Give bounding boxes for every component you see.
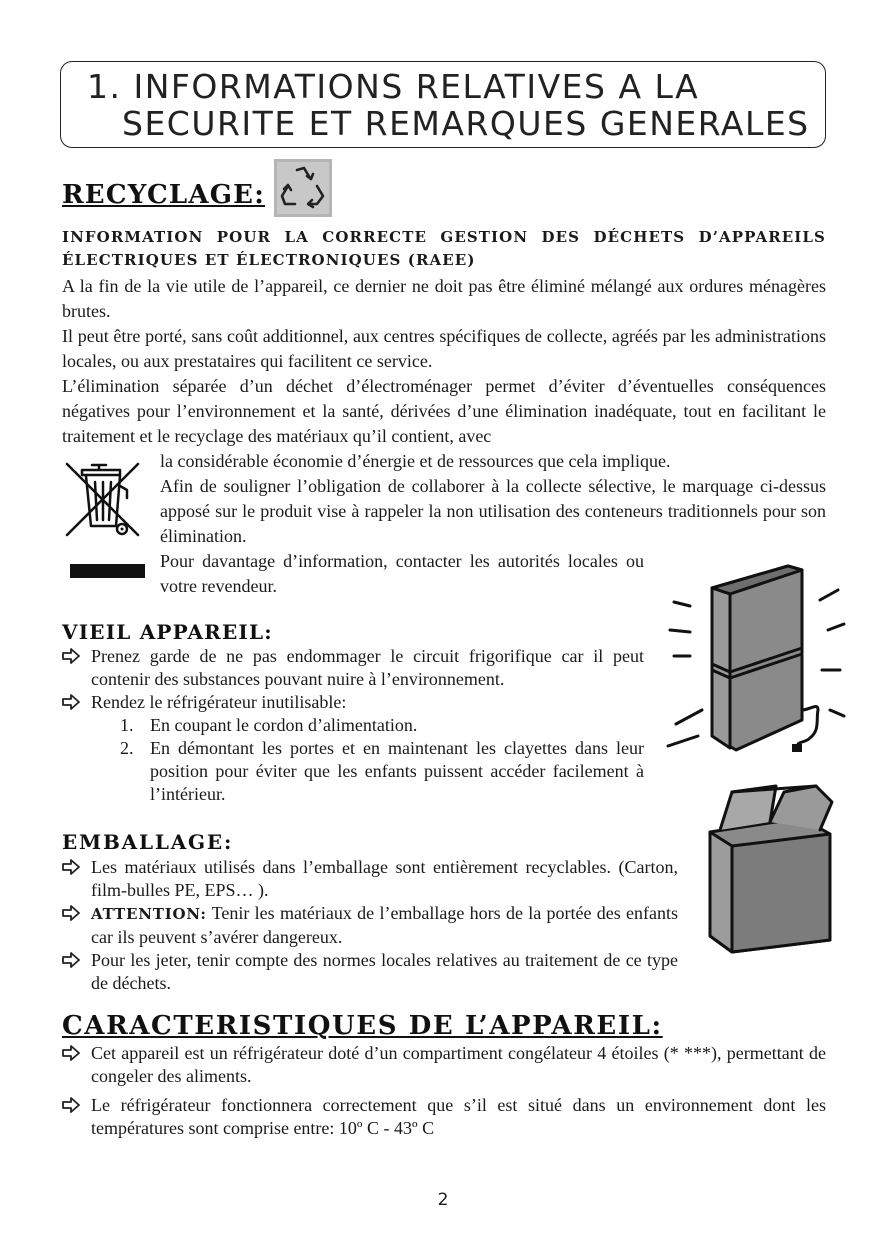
- emballage-item-3: Pour les jeter, tenir compte des normes locales relatives au traitement de ce type de déchets.: [91, 950, 678, 993]
- list-item: [118, 714, 644, 737]
- vieil-item-2: Rendez le réfrigérateur inutilisable:: [91, 692, 347, 712]
- recyclage-paragraph-6: Pour davantage d’information, contacter les autorités locales ou votre revendeur.: [160, 551, 644, 596]
- arrow-right-icon: [62, 1097, 80, 1113]
- vieil-item-1: Prenez garde de ne pas endommager le circuit frigorifique car il peut contenir des substances pouvant nuire à l’environnement.: [91, 646, 644, 689]
- emballage-item-1: Les matériaux utilisés dans l’emballage sont entièrement recyclables. (Carton, film-bulles PE, EPS… ).: [91, 857, 678, 900]
- vieil-appareil-list: [62, 645, 644, 714]
- step-number: 1.: [120, 715, 134, 735]
- recyclage-paragraph-4: la considérable économie d’énergie et de ressources que cela implique.: [160, 451, 671, 471]
- raee-heading: [62, 226, 826, 272]
- page-title-line-1: 1. INFORMATIONS RELATIVES A LA: [87, 67, 700, 106]
- arrow-right-icon: [62, 648, 80, 664]
- caracteristiques-list: [62, 1042, 826, 1146]
- packaging-box-illustration: [692, 782, 862, 958]
- list-item: [62, 949, 678, 995]
- vieil-appareil-heading: VIEIL APPAREIL:: [62, 620, 273, 644]
- list-item: [62, 856, 678, 902]
- list-item: [62, 645, 644, 691]
- emballage-heading: EMBALLAGE:: [62, 830, 234, 854]
- arrow-right-icon: [62, 952, 80, 968]
- recyclage-paragraph-1: A la fin de la vie utile de l’appareil, ce dernier ne doit pas être éliminé mélangé aux ordures ménagères brutes.: [62, 276, 826, 321]
- emballage-item-2: Tenir les matériaux de l’emballage hors de la portée des enfants car ils peuvent s’avérer dangereux.: [91, 903, 678, 947]
- fridge-illustration: [660, 560, 860, 760]
- recycle-icon: [273, 158, 333, 218]
- crossed-bin-icon: [64, 458, 146, 540]
- arrow-right-icon: [62, 694, 80, 710]
- attention-label: ATTENTION:: [91, 905, 207, 923]
- recyclage-paragraph-2: Il peut être porté, sans coût additionnel, aux centres spécifiques de collecte, agréés par les administrations locales, ou aux prestataires qui facilitent ce service.: [62, 326, 826, 371]
- step-text: En coupant le cordon d’alimentation.: [150, 715, 418, 735]
- step-number: 2.: [120, 738, 134, 758]
- vieil-steps-list: [118, 714, 644, 806]
- raee-heading-line-2: ÉLECTRIQUES ET ÉLECTRONIQUES (RAEE): [62, 251, 476, 269]
- raee-heading-line-1: INFORMATION POUR LA CORRECTE GESTION DES DÉCHETS D’APPAREILS: [62, 228, 826, 246]
- caracteristiques-item-1: Cet appareil est un réfrigérateur doté d’un compartiment congélateur 4 étoiles (* ***), permettant de congeler des aliments.: [91, 1043, 826, 1086]
- title-box: [60, 61, 826, 148]
- weee-black-bar: [70, 564, 145, 578]
- page-number: 2: [437, 1190, 449, 1210]
- list-item: [118, 737, 644, 806]
- emballage-list: [62, 856, 678, 995]
- step-text: En démontant les portes et en maintenant les clayettes dans leur position pour éviter que les enfants puissent accéder facilement à l’intérieur.: [150, 738, 644, 804]
- caracteristiques-item-2: Le réfrigérateur fonctionnera correctement que s’il est situé dans un environnement dont les températures sont comprise entre: 10º C - 43º C: [91, 1095, 826, 1138]
- arrow-right-icon: [62, 1045, 80, 1061]
- arrow-right-icon: [62, 905, 80, 921]
- list-item: [62, 691, 644, 714]
- recyclage-paragraph-5: Afin de souligner l’obligation de collaborer à la collecte sélective, le marquage ci-dessus apposé sur le produit vise à rappeler la non utilisation des conteneurs traditionnels pour son élimination.: [160, 476, 826, 546]
- list-item: [62, 1042, 826, 1088]
- recyclage-heading: RECYCLAGE:: [62, 180, 265, 210]
- caracteristiques-heading: CARACTERISTIQUES DE L’APPAREIL:: [62, 1011, 663, 1041]
- arrow-right-icon: [62, 859, 80, 875]
- list-item: [62, 902, 678, 949]
- recyclage-paragraph-3: L’élimination séparée d’un déchet d’électroménager permet d’éviter d’éventuelles conséquences négatives pour l’environnement et la santé, dérivées d’une élimination inadéquate, tout en facilitant le traitement et le recyclage des matériaux qu’il contient, avec: [62, 376, 826, 446]
- list-item: [62, 1094, 826, 1140]
- page-title-line-2: SECURITE ET REMARQUES GENERALES: [122, 104, 810, 143]
